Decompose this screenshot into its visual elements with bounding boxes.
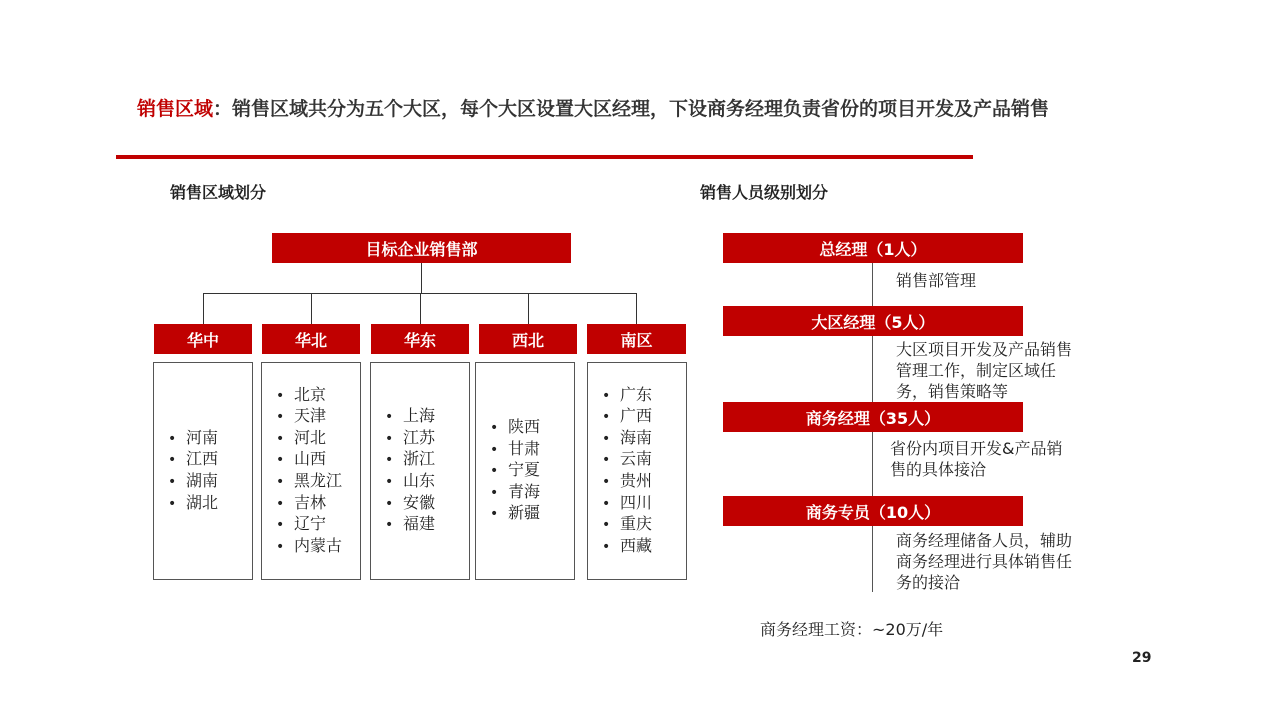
list-item: • 宁夏 (490, 460, 540, 482)
salary-note: 商务经理工资：~20万/年 (760, 620, 944, 639)
region-box-huazhong (153, 362, 253, 580)
list-item: • 安徽 (385, 493, 435, 515)
level-general-manager: 总经理（1人） (723, 233, 1023, 263)
list-item: • 云南 (602, 449, 652, 471)
list-item: • 四川 (602, 493, 652, 515)
list-item: • 新疆 (490, 503, 540, 525)
region-box-huadong (370, 362, 470, 580)
region-header-nanqu: 南区 (587, 324, 686, 354)
list-item: • 江苏 (385, 428, 435, 450)
level-business-manager: 商务经理（35人） (723, 402, 1023, 432)
branch-drop-5 (636, 293, 637, 324)
list-item: • 山东 (385, 471, 435, 493)
region-box-huabei (261, 362, 361, 580)
region-box-xibei (475, 362, 575, 580)
list-item: • 陕西 (490, 417, 540, 439)
list-item: • 浙江 (385, 449, 435, 471)
root-connector (421, 263, 422, 293)
list-item: • 贵州 (602, 471, 652, 493)
list-item: • 广西 (602, 406, 652, 428)
province-list (154, 428, 218, 514)
level-desc: 商务经理储备人员，辅助商务经理进行具体销售任务的接洽 (896, 531, 1073, 592)
org-root-node: 目标企业销售部 (272, 233, 571, 263)
province-list (262, 385, 342, 558)
list-item: • 江西 (168, 449, 218, 471)
level-region-manager: 大区经理（5人） (723, 306, 1023, 336)
page-title (137, 94, 1049, 121)
level-connector (872, 526, 873, 592)
level-connector (872, 432, 873, 496)
list-item: • 北京 (276, 385, 342, 407)
list-item: • 湖北 (168, 493, 218, 515)
branch-drop-4 (528, 293, 529, 324)
title-text: ：销售区域共分为五个大区，每个大区设置大区经理，下设商务经理负责省份的项目开发及产品销售 (213, 98, 1050, 120)
staff-section-title: 销售人员级别划分 (700, 183, 829, 202)
list-item: • 黑龙江 (276, 471, 342, 493)
list-item: • 辽宁 (276, 514, 342, 536)
list-item: • 海南 (602, 428, 652, 450)
region-box-nanqu (587, 362, 687, 580)
list-item: • 甘肃 (490, 439, 540, 461)
list-item: • 西藏 (602, 536, 652, 558)
list-item: • 上海 (385, 406, 435, 428)
list-item: • 重庆 (602, 514, 652, 536)
list-item: • 吉林 (276, 493, 342, 515)
title-highlight: 销售区域 (137, 98, 214, 120)
level-desc: 销售部管理 (896, 271, 977, 290)
list-item: • 广东 (602, 385, 652, 407)
branch-drop-1 (203, 293, 204, 324)
level-desc: 省份内项目开发&产品销售的具体接洽 (890, 439, 1063, 479)
list-item: • 青海 (490, 482, 540, 504)
region-header-huabei: 华北 (262, 324, 360, 354)
list-item: • 内蒙古 (276, 536, 342, 558)
region-header-huazhong: 华中 (154, 324, 252, 354)
level-connector (872, 263, 873, 306)
list-item: • 河南 (168, 428, 218, 450)
level-desc: 大区项目开发及产品销售管理工作，制定区域任务，销售策略等 (896, 340, 1073, 401)
region-header-huadong: 华东 (371, 324, 469, 354)
province-list (476, 417, 540, 525)
title-underline (116, 155, 973, 159)
branch-drop-3 (420, 293, 421, 324)
level-connector (872, 336, 873, 402)
list-item: • 天津 (276, 406, 342, 428)
page-number: 29 (1132, 650, 1152, 666)
list-item: • 湖南 (168, 471, 218, 493)
level-business-specialist: 商务专员（10人） (723, 496, 1023, 526)
region-section-title: 销售区域划分 (170, 183, 267, 202)
list-item: • 山西 (276, 449, 342, 471)
province-list (371, 406, 435, 536)
list-item: • 河北 (276, 428, 342, 450)
list-item: • 福建 (385, 514, 435, 536)
region-header-xibei: 西北 (479, 324, 577, 354)
province-list (588, 385, 652, 558)
branch-drop-2 (311, 293, 312, 324)
